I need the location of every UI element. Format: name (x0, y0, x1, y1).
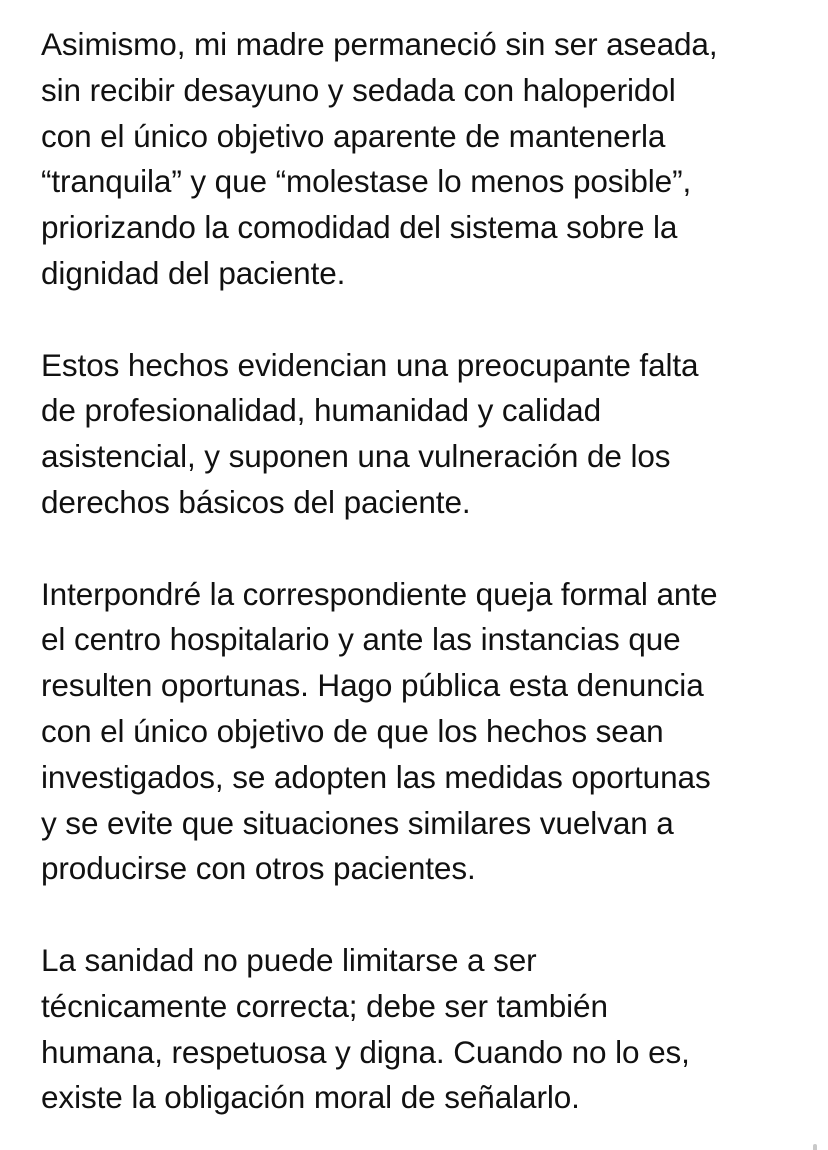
text-line: y se evite que situaciones similares vuelvan a (41, 804, 674, 841)
text-line: de profesionalidad, humanidad y calidad (41, 392, 601, 429)
text-line: resulten oportunas. Hago pública esta denuncia (41, 667, 704, 704)
text-line: producirse con otros pacientes. (41, 850, 476, 887)
paragraph-2 (41, 343, 811, 526)
text-line: Estos hechos evidencian una preocupante falta (41, 346, 699, 383)
text-line: con el único objetivo de que los hechos sean (41, 712, 664, 749)
scroll-indicator[interactable] (813, 1144, 817, 1150)
paragraph-3 (41, 572, 811, 893)
text-line: “tranquila” y que “molestase lo menos posible”, (41, 163, 692, 200)
text-line: Interpondré la correspondiente queja formal ante (41, 575, 718, 612)
text-line: técnicamente correcta; debe ser también (41, 987, 608, 1024)
text-line: priorizando la comodidad del sistema sobre la (41, 209, 678, 246)
text-line: asistencial, y suponen una vulneración de los (41, 438, 671, 475)
text-line: existe la obligación moral de señalarlo. (41, 1079, 580, 1116)
paragraph-spacer (41, 892, 811, 938)
text-line: Asimismo, mi madre permaneció sin ser aseada, (41, 26, 718, 62)
text-line: el centro hospitalario y ante las instancias que (41, 621, 681, 658)
paragraph-4 (41, 938, 811, 1121)
note-body (41, 22, 811, 1121)
text-line: derechos básicos del paciente. (41, 483, 471, 520)
text-line: La sanidad no puede limitarse a ser (41, 941, 537, 978)
paragraph-spacer (41, 526, 811, 572)
paragraph-spacer (41, 297, 811, 343)
paragraph-1 (41, 22, 811, 297)
text-line: sin recibir desayuno y sedada con haloperidol (41, 71, 676, 108)
text-line: dignidad del paciente. (41, 254, 346, 291)
text-line: humana, respetuosa y digna. Cuando no lo es, (41, 1033, 690, 1070)
text-line: investigados, se adopten las medidas oportunas (41, 758, 711, 795)
text-line: con el único objetivo aparente de mantenerla (41, 117, 666, 154)
